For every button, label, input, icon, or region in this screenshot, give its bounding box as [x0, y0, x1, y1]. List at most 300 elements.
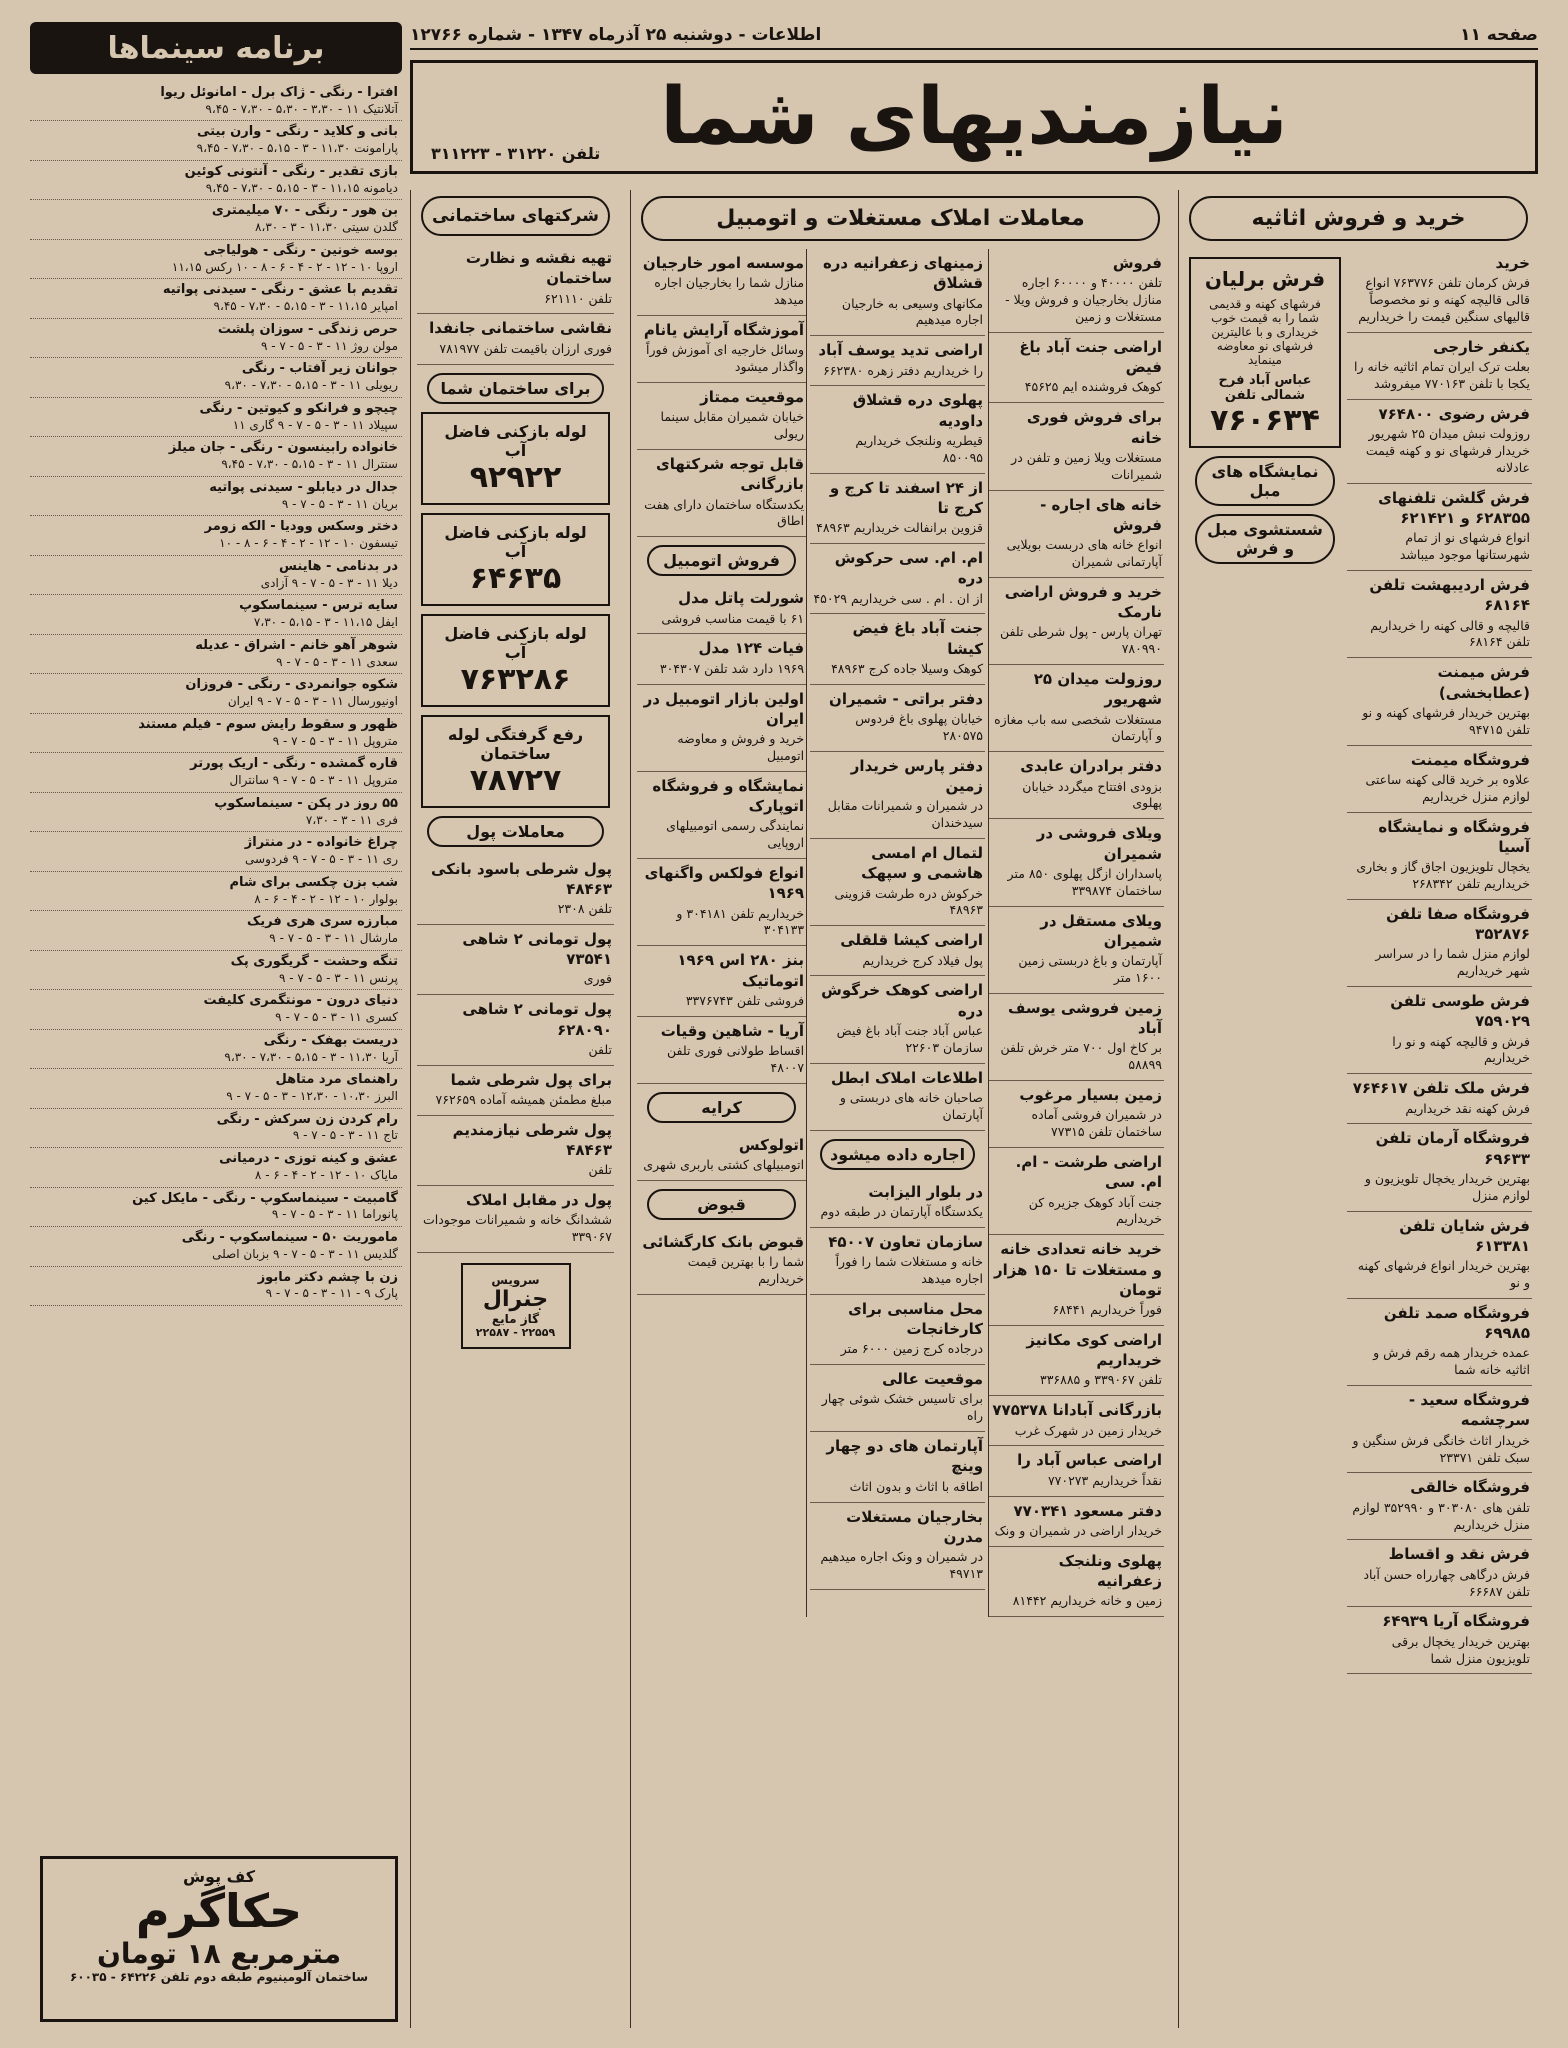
cinema-listing [30, 1109, 402, 1148]
carpet-advert [40, 1856, 398, 2022]
film-title: سایه ترس - سینماسکوپ [239, 598, 398, 614]
column-realestate [630, 190, 1170, 2028]
ad-text: تلفن ۶۲۱۱۱۰ [544, 290, 612, 306]
ad-text: فوری [583, 971, 612, 987]
cinema-listing [30, 556, 402, 595]
cinema-listing [30, 1030, 402, 1069]
auto-ads [637, 584, 806, 1083]
ad-heading: اراضی طرشت - ام. ام. سی [1015, 1153, 1162, 1192]
film-title: شکوه جوانمردی - رنگی - فروزان [185, 677, 398, 693]
film-title: افترا - رنگی - ژاک برل - امانوئل ریوا [160, 85, 398, 100]
cinema-listing [30, 358, 402, 397]
classified-ad [417, 1186, 614, 1253]
classified-ad [810, 1228, 985, 1295]
classified-ad [810, 1178, 985, 1228]
ad-text: بزودی افتتاح میگردد خیابان پهلوی [1022, 778, 1162, 811]
ad-heading: محل مناسبی برای کارخانجات [848, 1299, 984, 1338]
sub-title-money: معاملات پول [427, 816, 604, 847]
ad-text: تلفن [588, 1041, 612, 1057]
box-phone: ۷۶۰۶۳۴ [1210, 403, 1320, 438]
classified-ad [417, 314, 614, 364]
box-text: رفع گرفتگی لوله ساختمان [447, 724, 584, 763]
box-text: فرشهای کهنه و قدیمی شما را به قیمت خوب خریداری و با عالیترین فرشهای نو معاوضه مینماید [1209, 297, 1321, 367]
ad-text: یکدستگاه ساختمان دارای هفت اطاق [644, 496, 805, 529]
cinema-list [30, 82, 402, 1306]
ad-text: ۱۹۶۹ دارد شد تلفن ۳۰۴۳۰۷ [659, 660, 805, 676]
ad-text: مستغلات ویلا زمین و تلفن در شمیرانات [1011, 449, 1162, 482]
showtimes: ایفل ۱۱،۱۵ - ۳ - ۵،۱۵ - ۷،۳۰ [253, 615, 398, 630]
ad-text: جنت آباد کوهک جزیره کن خریداریم [1028, 1194, 1162, 1227]
ad-text: تلفن [588, 1162, 612, 1178]
cinema-listing [30, 477, 402, 516]
gas-t3: گاز مایع [491, 1312, 540, 1327]
realestate-grid [637, 249, 1164, 1617]
ad-text: آپارتمان و باغ دربستی زمین ۱۶۰۰ متر [1018, 953, 1162, 985]
showtimes: دیلا ۱۱ - ۳ - ۵ - ۷ - ۹ آزادی [260, 575, 398, 590]
classified-ad [1347, 249, 1532, 333]
cinema-listing [30, 595, 402, 634]
showtimes: سعدی ۱۱ - ۳ - ۵ - ۷ - ۹ [276, 654, 398, 669]
gas-phones: ۲۲۵۵۹ - ۲۲۵۸۷ [475, 1326, 556, 1340]
ad-heading: فرش گلشن تلفنهای ۶۲۸۳۵۵ و ۶۲۱۴۲۱ [1378, 488, 1530, 527]
ad-heading: پهلوی ونلنجک زعفرانیه [1058, 1551, 1162, 1590]
showtimes: متروپل ۱۱ - ۳ - ۵ - ۷ - ۹ [272, 733, 398, 748]
ad-text: قزوین برانفالت خریداریم ۴۸۹۶۳ [816, 520, 984, 536]
carpet-ad-brand: حکاگرم [135, 1884, 303, 1938]
promo-ads [637, 249, 806, 537]
classified-ad [637, 249, 806, 316]
showtimes: کسری ۱۱ - ۳ - ۵ - ۷ - ۹ [275, 1010, 398, 1025]
ad-heading: بازرگانی آبادانا ۷۷۵۳۷۸ [992, 1401, 1162, 1420]
ad-text: تهران پارس - پول شرطی تلفن ۷۸۰۹۹۰ [1000, 624, 1162, 657]
ad-text: تلفن ۳۳۹۰۶۷ و ۳۳۶۸۸۵ [1039, 1372, 1162, 1388]
film-title: رام کردن زن سرکش - رنگی [216, 1111, 398, 1127]
ad-heading: فروشگاه میمنت [1410, 750, 1530, 769]
page-number: صفحه ۱۱ [1460, 25, 1538, 45]
ad-text: تلفن ۲۳۰۸ [557, 901, 612, 916]
classified-ad [989, 403, 1164, 490]
drain-box-3 [421, 614, 610, 707]
showtimes: مولن روژ ۱۱ - ۳ - ۵ - ۷ - ۹ [260, 338, 398, 353]
cinema-listing [30, 240, 402, 279]
classified-ad [417, 925, 614, 995]
film-title: گامبیت - سینماسکوپ - رنگی - مایکل کین [132, 1190, 398, 1206]
ad-heading: نمایشگاه و فروشگاه اتوپارک [652, 776, 805, 815]
film-title: راهنمای مرد متاهل [275, 1072, 398, 1088]
classified-ad [989, 1148, 1164, 1235]
film-title: شوهر آهو خانم - اشراق - عدیله [195, 637, 398, 653]
cinema-listing [30, 516, 402, 555]
classified-ad [1347, 987, 1532, 1074]
ad-heading: اراضی کیشا قلقلی [840, 931, 984, 950]
showtimes: گلدن سیتی ۱۱،۳۰ - ۳ - ۸،۳۰ [255, 220, 398, 235]
ad-heading: اراضی کوهک خرگوش دره [821, 981, 984, 1020]
cinema-listing [30, 1069, 402, 1108]
ad-heading: قابل توجه شرکتهای بازرگانی [655, 455, 805, 494]
cinema-listing [30, 635, 402, 674]
showtimes: آریا ۱۱،۳۰ - ۳ - ۵،۱۵ - ۷،۳۰ - ۹،۳۰ [224, 1049, 398, 1064]
ad-text: بر کاخ اول ۷۰۰ متر خرش تلفن ۵۸۸۹۹ [1000, 1040, 1162, 1073]
ad-heading: اراضی کوی مکانیز خریداریم [1026, 1330, 1162, 1370]
gas-service-ad [461, 1263, 571, 1349]
showtimes: بولوار ۱۰ - ۱۲ - ۲ - ۴ - ۶ - ۸ [254, 891, 398, 906]
ad-text: فرش و قالیچه کهنه و نو را خریداریم [1392, 1033, 1530, 1066]
carpet-ad-kicker: کف پوش [182, 1867, 256, 1886]
ad-text: مبلغ مطمئن همیشه آماده ۷۶۲۶۵۹ [435, 1091, 612, 1107]
classified-ad [810, 752, 985, 839]
box-address: عباس آباد فرح شمالی تلفن [1218, 373, 1312, 403]
classified-ad [989, 578, 1164, 665]
showtimes: متروپل ۱۱ - ۳ - ۵ - ۷ - ۹ سانترال [229, 773, 398, 788]
classified-ad [989, 333, 1164, 403]
gas-t2: جنرال [482, 1287, 549, 1313]
cinema-title: برنامه سینماها [30, 22, 402, 74]
film-title: مبارزه سری هری فریک [246, 914, 398, 930]
classified-ad [637, 859, 806, 946]
cinema-listing [30, 674, 402, 713]
classified-ad [417, 1066, 614, 1116]
furniture-side [1185, 249, 1345, 572]
box-title: فرش برلیان [1204, 267, 1326, 291]
ad-heading: خرید خانه تعدادی خانه و مستغلات تا ۱۵۰ هزار تومان [993, 1240, 1162, 1299]
realestate-ads-3-wrap [637, 249, 806, 1617]
showtimes: مایاک ۱۰ - ۱۲ - ۲ - ۴ - ۶ - ۸ [254, 1167, 398, 1182]
showtimes: تاج ۱۱ - ۳ - ۵ - ۷ - ۹ [292, 1128, 398, 1143]
film-title: بن هور - رنگی - ۷۰ میلیمتری [211, 203, 398, 219]
ad-heading: ویلای مستقل در شمیران [1040, 911, 1162, 950]
ad-heading: پهلوی دره قشلاق داودیه [852, 391, 984, 430]
box-text: لوله بازکنی فاضل آب [444, 623, 587, 662]
classified-ad [810, 474, 985, 544]
cinema-listing [30, 319, 402, 358]
cinema-listing [30, 82, 402, 121]
ad-text: لوازم منزل شما را در سراسر شهر خریداریم [1375, 946, 1530, 979]
sub-title-rent-car: کرایه [647, 1092, 796, 1123]
ad-text: خریدار اراضی در شمیران و ونک [994, 1522, 1162, 1538]
classified-ad [810, 614, 985, 684]
classified-ad [637, 316, 806, 383]
ad-text: اقساط طولانی فوری تلفن ۴۸۰۰۷ [667, 1042, 805, 1075]
ad-text: فرش درگاهی چهارراه حسن آباد تلفن ۶۶۶۸۷ [1363, 1566, 1530, 1599]
showtimes: اروپا ۱۰ - ۱۲ - ۲ - ۴ - ۶ - ۸ - ۱۰ رکس ۱۱،۱۵ [171, 259, 398, 274]
construction-ads [417, 244, 614, 365]
ad-text: عباس آباد جنت آباد باغ فیض سازمان ۲۲۶۰۳ [836, 1022, 984, 1055]
ad-text: خانه و مستغلات شما را فوراً اجاره میدهد [835, 1254, 984, 1286]
ad-heading: انواع فولکس واگنهای ۱۹۶۹ [644, 864, 805, 903]
classified-ad [1347, 1074, 1532, 1124]
ad-heading: پول تومانی ۲ شاهی ۷۳۵۴۱ [462, 929, 612, 969]
ad-text: ششدانگ خانه و شمیرانات موجودات ۳۳۹۰۶۷ [422, 1212, 612, 1245]
ad-text: کوهک فروشنده ایم ۴۵۶۲۵ [1024, 379, 1162, 395]
realestate-ads-2 [810, 249, 985, 1131]
box-text: لوله بازکنی فاضل آب [444, 421, 587, 460]
classified-ad [637, 685, 806, 772]
ad-heading: اراضی عباس آباد را [1017, 1451, 1162, 1470]
money-ads [417, 855, 614, 1254]
film-title: قاره گمشده - رنگی - اریک پورتر [190, 756, 398, 772]
film-title: عشق و کینه توزی - درمیانی [219, 1151, 398, 1167]
classified-ad [989, 665, 1164, 752]
classified-ad [637, 450, 806, 537]
ad-text: مکانهای وسیعی به خارجیان اجاره میدهیم [841, 295, 984, 328]
ad-text: اتومبیلهای کشتی باربری شهری [643, 1156, 805, 1172]
classified-ad [989, 819, 1164, 906]
classified-ad [810, 926, 985, 976]
sub-title-rent: اجاره داده میشود [820, 1139, 975, 1170]
cinema-listing [30, 714, 402, 753]
cinema-listing [30, 832, 402, 871]
ad-heading: فرش شایان تلفن ۶۱۳۳۸۱ [1399, 1216, 1530, 1255]
box-phone: ۷۸۷۲۷ [469, 762, 562, 798]
classified-ad [417, 855, 614, 925]
ad-text: مستغلات شخصی سه باب مغازه و آپارتمان [994, 711, 1162, 744]
ad-heading: زمین بسیار مرغوب [1019, 1086, 1162, 1104]
classified-ad [810, 1295, 985, 1365]
classified-ad [1347, 658, 1532, 745]
ad-heading: خرید [1495, 254, 1530, 272]
ad-text: خرکوش دره طرشت قزوینی ۴۸۹۶۳ [834, 885, 984, 918]
ad-text: در شمیران و شمیرانات مقابل سیدخندان [827, 798, 984, 831]
cinema-listing [30, 753, 402, 792]
column-cinema [30, 22, 402, 2028]
ad-text: درجاده کرج زمین ۶۰۰۰ متر [840, 1341, 984, 1357]
classified-ad [1347, 484, 1532, 571]
film-title: بوسه خونین - رنگی - هولیاجی [203, 242, 398, 258]
ad-text: بعلت ترک ایران تمام اثاثیه خانه را یکجا با تلفن ۷۷۰۱۶۳ میفروشد [1353, 359, 1530, 391]
ad-text: فرش کرمان تلفن ۷۶۳۷۷۶ انواع قالی قالیچه کهنه و نو مخصوصاً قالیهای سنگین قیمت را خریداریم [1358, 275, 1530, 324]
ad-heading: اولین بازار اتومبیل در ایران [643, 689, 805, 728]
classified-ad [989, 1446, 1164, 1496]
ad-text: پاسداران ازگل پهلوی ۸۵۰ متر ساختمان ۳۳۹۸۷۴ [1007, 865, 1162, 898]
ad-text: قالیچه و قالی کهنه را خریداریم تلفن ۶۸۱۶۴ [1370, 617, 1530, 650]
ad-heading: دفتر مسعود ۷۷۰۳۴۱ [1013, 1501, 1162, 1520]
ad-heading: آریا - شاهین وقیات [660, 1021, 805, 1040]
showtimes: پانوراما ۱۱ - ۳ - ۵ - ۷ - ۹ [271, 1207, 398, 1222]
classified-ad [989, 1326, 1164, 1396]
classified-ad [1347, 813, 1532, 900]
ad-text: عمده خریدار همه رقم فرش و اثاثیه خانه شما [1373, 1345, 1530, 1378]
film-title: چراغ خانواده - در منتراژ [244, 835, 398, 851]
drain-box-2 [421, 513, 610, 606]
ad-text: فوری ارزان باقیمت تلفن ۷۸۱۹۷۷ [439, 340, 612, 356]
sub-title-buildings: برای ساختمان شما [427, 373, 604, 404]
box-phone: ۹۲۹۲۲ [469, 459, 562, 495]
film-title: حرص زندگی - سوزان پلشت [217, 321, 398, 337]
classified-ad [637, 1017, 806, 1084]
film-title: خانواده رابینسون - رنگی - جان میلز [168, 440, 398, 456]
banner-phones: تلفن ۳۱۲۲۰ - ۳۱۱۲۲۳ [431, 144, 601, 163]
ad-text: وسائل خارجیه ای آموزش فوراً واگذار میشود [646, 342, 805, 375]
cinema-listing [30, 161, 402, 200]
ad-heading: قبوض بانک کارگشائی [642, 1232, 805, 1251]
ad-heading: یکنفر خارجی [1433, 337, 1530, 356]
classified-ad [989, 249, 1164, 333]
showtimes: فری ۱۱ - ۳ - ۷،۳۰ [305, 812, 398, 827]
classified-ad [1347, 1607, 1532, 1674]
ad-heading: فرش طوسی تلفن ۷۵۹۰۲۹ [1390, 992, 1530, 1031]
cinema-listing [30, 911, 402, 950]
ad-text: یخچال تلویزیون اجاق گاز و بخاری خریداریم تلفن ۲۶۸۳۴۲ [1356, 859, 1530, 891]
classified-ad [637, 946, 806, 1016]
showtimes: تیسفون ۱۰ - ۱۲ - ۲ - ۴ - ۶ - ۸ - ۱۰ [219, 536, 398, 551]
box-phone: ۷۶۳۲۸۶ [460, 661, 571, 697]
ad-heading: فرش میمنت (عطابخشی) [1437, 663, 1530, 702]
ad-heading: در بلوار الیزابت [868, 1182, 984, 1201]
ad-heading: پول شرطی باسود بانکی ۴۸۴۶۳ [430, 859, 612, 898]
ad-text: نمایندگی رسمی اتومبیلهای اروپایی [666, 818, 805, 851]
ad-heading: پول تومانی ۲ شاهی ۶۲۸۰۹۰ [462, 1000, 612, 1039]
ad-heading: فرش اردیبهشت تلفن ۶۸۱۶۴ [1369, 576, 1530, 615]
film-title: ظهور و سقوط رایش سوم - فیلم مستند [138, 716, 398, 732]
section-title-furniture: خرید و فروش اثاثیه [1189, 196, 1528, 241]
classified-ad [1347, 1299, 1532, 1386]
classified-ad [989, 1396, 1164, 1446]
ad-heading: فروشگاه سعید - سرچشمه [1408, 1391, 1530, 1430]
classified-ad [989, 1547, 1164, 1617]
showtimes: سنترال ۱۱ - ۳ - ۵،۱۵ - ۷،۳۰ - ۹،۴۵ [221, 457, 398, 472]
ad-text: را خریداریم دفتر زهره ۶۶۲۳۸۰ [823, 362, 984, 378]
film-title: چیچو و فرانکو و کیوتین - رنگی [199, 400, 398, 416]
showtimes: ریویلی ۱۱ - ۳ - ۵،۱۵ - ۷،۳۰ - ۹،۳۰ [224, 378, 398, 393]
showtimes: ری ۱۱ - ۳ - ۵ - ۷ - ۹ فردوسی [245, 852, 398, 867]
film-title: دریست بهفک - رنگی [263, 1032, 398, 1048]
ad-heading: جنت آباد باغ فیض کیشا [852, 619, 984, 658]
cinema-listing [30, 200, 402, 239]
ad-text: بهترین خریدار یخچال تلویزیون و لوازم منزل [1364, 1170, 1530, 1203]
classified-ad [417, 1116, 614, 1186]
ad-heading: فروشگاه و نمایشگاه آسیا [1378, 817, 1530, 856]
showtimes: اونیورسال ۱۱ - ۳ - ۵ - ۷ - ۹ ایران [227, 694, 398, 709]
drain-box-1 [421, 412, 610, 505]
ad-heading: آموزشگاه آرایش یانام [643, 321, 805, 339]
realestate-ads-1 [989, 249, 1164, 1617]
cinema-listing [30, 1227, 402, 1266]
ad-heading: خانه های اجاره - فروش [1040, 495, 1162, 534]
sub-title-furniture-shows: نمایشگاه های مبل [1195, 456, 1335, 506]
ad-heading: فرش نقد و اقساط [1388, 1545, 1530, 1564]
ad-text: انواع فرشهای نو از تمام شهرستانها موجود میباشد [1399, 530, 1530, 563]
ad-text: نقداً خریداریم ۷۷۰۲۷۳ [1047, 1472, 1162, 1488]
gas-t1: سرویس [491, 1273, 540, 1288]
ad-heading: موقعیت عالی [882, 1370, 984, 1389]
film-title: زن با چشم دکتر مابوز [257, 1269, 398, 1285]
sub-title-checks: قبوض [647, 1189, 796, 1220]
showtimes: پرنس ۱۱ - ۳ - ۵ - ۷ - ۹ [279, 970, 398, 985]
film-title: دختر وسکس وودیا - الکه زومر [204, 519, 398, 535]
cinema-listing [30, 437, 402, 476]
ad-text: از ان . ام . سی خریداریم ۴۵۰۲۹ [813, 590, 984, 606]
classified-ad [989, 1235, 1164, 1326]
drain-box-4 [421, 715, 610, 808]
showtimes: بریان ۱۱ - ۳ - ۵ - ۷ - ۹ [281, 496, 398, 511]
ad-heading: فروشگاه آریا ۶۴۹۳۹ [1382, 1612, 1530, 1631]
ad-text: تلفن های ۳۰۳۰۸۰ و ۳۵۲۹۹۰ لوازم منزل خریداریم [1352, 1499, 1530, 1532]
ad-text: روزولت نبش میدان ۲۵ شهریور خریدار فرشهای نو و کهنه قیمت عادلانه [1365, 426, 1530, 475]
showtimes: امپایر ۱۱،۱۵ - ۳ - ۵،۱۵ - ۷،۳۰ - ۹،۴۵ [213, 299, 398, 314]
cinema-listing [30, 872, 402, 911]
ad-heading: بنز ۲۸۰ اس ۱۹۶۹ اتوماتیک [677, 951, 805, 990]
showtimes: دیامونه ۱۱،۱۵ - ۳ - ۵،۱۵ - ۷،۳۰ - ۹،۴۵ [205, 180, 398, 195]
ad-text: کوهک وسیلا جاده کرج ۴۸۹۶۳ [831, 660, 984, 676]
ad-heading: تهیه نقشه و نظارت ساختمان [465, 249, 612, 288]
classified-ad [810, 839, 985, 926]
cinema-listing [30, 793, 402, 832]
ad-text: قیطریه ونلنجک خریداریم ۸۵۰۰۹۵ [855, 432, 984, 465]
classified-ad [1347, 1124, 1532, 1211]
ad-text: ۶۱ با قیمت مناسب فروشی [661, 610, 805, 626]
ad-text: فروشی تلفن ۳۳۷۶۷۴۳ [685, 992, 805, 1008]
film-title: بازی تقدیر - رنگی - آنتونی کوئین [184, 163, 398, 179]
ad-heading: اراضی تدید یوسف آباد [818, 341, 984, 360]
barlian-carpet-box [1189, 257, 1341, 448]
banner-title: نیازمندیهای شما [660, 72, 1288, 162]
film-title: تنگه وحشت - گریگوری پک [230, 953, 398, 969]
ad-text: بهترین خریدار فرشهای کهنه و نو تلفن ۹۴۷۱۵ [1362, 704, 1530, 737]
ad-heading: خرید و فروش اراضی نارمک [1004, 582, 1162, 621]
classified-ad [1347, 1386, 1532, 1473]
classified-ad [637, 634, 806, 684]
ad-heading: از ۲۴ اسفند تا کرج و کرج تا [829, 478, 984, 517]
ad-heading: ویلای فروشی در شمیران [1036, 824, 1162, 863]
sub-title-auto: فروش اتومبیل [647, 545, 796, 576]
showtimes: آتلانتیک ۱۱ - ۳،۳۰ - ۵،۳۰ - ۷،۳۰ - ۹،۴۵ [205, 101, 398, 116]
classifieds-banner [410, 60, 1538, 174]
ad-heading: اطلاعات املاک ابطل [831, 1068, 984, 1087]
ad-text: برای تاسیس خشک شوئی چهار راه [821, 1391, 984, 1424]
ad-text: فوراً خریداریم ۶۸۴۴۱ [1052, 1302, 1162, 1317]
box-phone: ۶۴۶۳۵ [469, 560, 562, 596]
ad-heading: برای پول شرطی شما [450, 1070, 612, 1089]
ad-text: خرید و فروش و معاوضه اتومبیل [677, 731, 805, 763]
ad-text: اطاقه با اثاث و بدون اثاث [849, 1478, 984, 1494]
classified-ad [810, 544, 985, 614]
ad-text: در شمیران و ونک اجاره میدهیم ۴۹۷۱۳ [820, 1549, 984, 1581]
ad-heading: فرش ملک تلفن ۷۶۴۶۱۷ [1352, 1079, 1530, 1098]
issue-info: اطلاعات - دوشنبه ۲۵ آذرماه ۱۳۴۷ - شماره ۱۲۷۶۶ [410, 25, 822, 45]
classified-ad [1347, 571, 1532, 658]
ad-text: خریدار زمین در شهرک غرب [1014, 1422, 1162, 1438]
cinema-listing [30, 279, 402, 318]
classified-ad [1347, 333, 1532, 400]
ad-heading: موسسه امور خارجیان [642, 254, 805, 272]
ad-heading: فروش [1112, 254, 1162, 272]
classified-ad [989, 994, 1164, 1081]
film-title: ماموریت ۵۰ - سینماسکوپ - رنگی [181, 1230, 398, 1246]
classified-ad [810, 336, 985, 386]
ad-text: تلفن ۴۰۰۰۰ و ۶۰۰۰۰ اجاره منازل بخارجیان و فروش ویلا - مستغلات و زمین [1005, 275, 1162, 324]
section-title-construction: شرکتهای ساختمانی [421, 196, 610, 236]
film-title: شب بزن چکسی برای شام [229, 874, 398, 890]
ad-heading: فروشگاه آرمان تلفن ۶۹۶۳۳ [1375, 1129, 1530, 1168]
classified-ad [989, 1497, 1164, 1547]
ad-heading: آپارتمان های دو چهار وینچ [826, 1437, 984, 1476]
classified-ad [989, 752, 1164, 819]
carpet-ad-price: مترمربع ۱۸ تومان [96, 1936, 342, 1970]
cinema-listing [30, 990, 402, 1029]
rent-car-ad [637, 1131, 806, 1181]
ad-heading: سازمان تعاون ۴۵۰۰۷ [828, 1232, 984, 1251]
ad-heading: نقاشی ساختمانی جانفدا [429, 319, 612, 338]
film-title: دنیای درون - مونتگمری کلیفت [203, 993, 398, 1009]
classified-ad [417, 995, 614, 1065]
page-header [410, 22, 1538, 50]
classified-ad [1347, 900, 1532, 987]
classified-ad [637, 584, 806, 634]
ad-text: منازل شما را بخارجیان اجاره میدهد [654, 275, 805, 308]
ad-text: خریدار اثاث خانگی فرش سنگین و سبک تلفن ۲۳۳۷۱ [1352, 1432, 1530, 1465]
section-title-realestate: معاملات املاک مستغلات و اتومبیل [641, 196, 1160, 241]
ad-heading: روزولت میدان ۲۵ شهریور [1033, 670, 1162, 709]
